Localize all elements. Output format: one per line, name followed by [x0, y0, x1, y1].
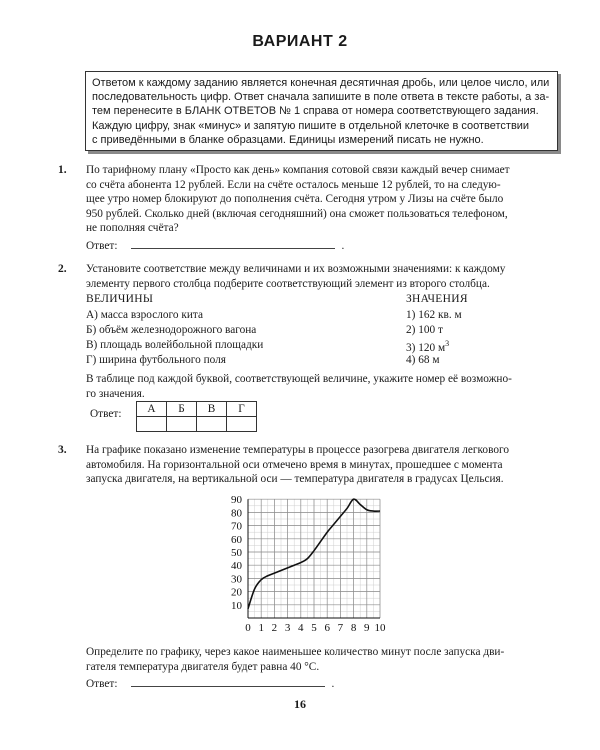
left-item: А) масса взрослого кита [86, 309, 203, 321]
right-column-header: ЗНАЧЕНИЯ [406, 293, 468, 305]
text-line: со счёта абонента 12 рублей. Если на счёте осталось меньше 12 рублей, то на следую- [86, 178, 501, 191]
question-3-text [86, 443, 556, 487]
x-tick-label: 1 [258, 622, 264, 634]
x-tick-label: 0 [245, 622, 251, 634]
question-1-number: 1. [58, 164, 67, 176]
x-tick-label: 2 [271, 622, 278, 634]
text-line: гателя температура двигателя будет равна 40 °С. [86, 660, 320, 673]
answer-label: Ответ: [86, 678, 118, 690]
answer-cell[interactable] [167, 417, 197, 432]
answer-label: Ответ: [90, 408, 122, 420]
y-tick-label: 70 [231, 520, 242, 533]
y-tick-label: 40 [231, 560, 242, 573]
right-item: 2) 100 т [406, 324, 443, 336]
question-3-instructions [86, 645, 556, 674]
instruction-line: тем перенесите в БЛАНК ОТВЕТОВ № 1 справа от номера соответствующего задания. [92, 105, 539, 118]
instruction-line: Ответом к каждому заданию является конечная десятичная дробь, или целое число, или [92, 77, 550, 89]
temperature-chart [220, 488, 395, 638]
answer-field[interactable] [131, 676, 325, 687]
variant-title: ВАРИАНТ 2 [252, 33, 348, 50]
table-header-cell: А [137, 402, 167, 417]
chart-ticks [231, 494, 386, 634]
chart-grid [248, 499, 380, 618]
instruction-line: последовательность цифр. Ответ сначала запишите в поле ответа в тексте работы, а за- [92, 91, 550, 104]
text-line: щее утро номер блокируют до пополнения счёта. Сегодня утром у Лизы на счёте было [86, 193, 504, 206]
table-header-cell: Г [227, 402, 257, 417]
instruction-line: Каждую цифру, знак «минус» и запятую пишите в отдельной клеточке в соответствии [92, 119, 530, 132]
question-1-answer [86, 238, 344, 252]
page-number: 16 [294, 697, 306, 711]
answer-table [136, 401, 257, 432]
question-2-text [86, 262, 556, 291]
instruction-line: с приведёнными в бланке образцами. Единицы измерений писать не нужно. [92, 133, 484, 146]
x-tick-label: 9 [364, 622, 370, 634]
answer-label: Ответ: [86, 240, 118, 252]
right-item: 4) 68 м [406, 354, 440, 366]
left-column-header: ВЕЛИЧИНЫ [86, 293, 154, 305]
answer-period: . [331, 678, 335, 690]
text-line: В таблице под каждой буквой, соответствующей величине, укажите номер её возможно- [86, 373, 512, 385]
answer-cell[interactable] [227, 417, 257, 432]
answer-cell[interactable] [197, 417, 227, 432]
y-tick-label: 20 [231, 586, 242, 599]
y-tick-label: 50 [231, 547, 242, 559]
y-tick-label: 30 [231, 573, 242, 586]
x-tick-label: 6 [324, 622, 330, 634]
table-header-cell: Б [167, 402, 197, 417]
y-tick-label: 10 [231, 599, 242, 612]
text-line: го значения. [86, 387, 145, 400]
y-tick-label: 90 [231, 494, 242, 507]
right-item-text: 3) 120 м [406, 341, 446, 354]
x-tick-label: 10 [374, 622, 386, 634]
table-header-cell: В [197, 402, 227, 417]
x-tick-label: 4 [298, 622, 304, 634]
answer-period: . [341, 240, 345, 252]
y-tick-label: 80 [231, 507, 242, 520]
text-line: Определите по графику, через какое наименьшее количество минут после запуска дви- [86, 646, 505, 658]
question-3-answer [86, 676, 334, 690]
right-item [406, 339, 449, 354]
y-tick-label: 60 [231, 533, 242, 546]
answer-cell[interactable] [137, 417, 167, 432]
superscript: 3 [445, 339, 450, 348]
left-item: Г) ширина футбольного поля [86, 354, 226, 366]
text-line: 950 рублей. Сколько дней (включая сегодняшний) она сможет пользоваться телефоном, [86, 207, 508, 220]
left-item: Б) объём железнодорожного вагона [86, 324, 257, 336]
answer-field[interactable] [131, 238, 335, 249]
text-line: не пополняя счёта? [86, 222, 179, 235]
text-line: На графике показано изменение температуры в процессе разогрева двигателя легкового [86, 444, 509, 456]
question-2-number: 2. [58, 263, 67, 275]
x-tick-label: 3 [284, 622, 291, 634]
instruction-box [85, 71, 558, 151]
left-item: В) площадь волейбольной площадки [86, 339, 264, 351]
question-1-text [86, 163, 556, 236]
text-line: По тарифному плану «Просто как день» компания сотовой связи каждый вечер снимает [86, 164, 510, 176]
text-line: Установите соответствие между величинами и их возможными значениями: к каждому [86, 263, 506, 275]
question-2-instructions [86, 372, 556, 401]
right-item: 1) 162 кв. м [406, 309, 462, 321]
x-tick-label: 7 [337, 622, 344, 634]
text-line: элементу первого столбца подберите соответствующий элемент из второго столбца. [86, 277, 490, 290]
text-line: автомобиля. На горизонтальной оси отмечено время в минутах, прошедшее с момента [86, 458, 503, 471]
x-tick-label: 5 [311, 622, 317, 634]
text-line: запуска двигателя, на вертикальной оси — температура двигателя в градусах Цельсия. [86, 473, 504, 486]
question-3-number: 3. [58, 444, 67, 456]
x-tick-label: 8 [350, 622, 357, 634]
